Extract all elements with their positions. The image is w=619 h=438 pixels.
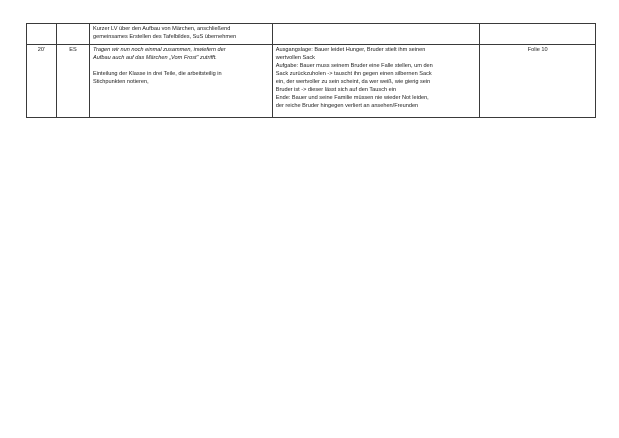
activity-cell	[89, 24, 272, 45]
table-row	[27, 24, 596, 45]
content-text-line: ein, der wertvoller zu sein scheint, da wer weiß, wie gierig sein	[275, 79, 431, 85]
activity-question-line: Aufbau auch auf das Märchen „Vom Frost“ zutrifft.	[92, 55, 217, 61]
content-text-line: Ausgangslage: Bauer leidet Hunger, Bruder stielt ihm seinen	[275, 47, 426, 53]
lesson-plan-table	[26, 23, 596, 118]
content-text-line: der reiche Bruder hingegen verliert an ansehen/Freunden	[275, 103, 419, 109]
activity-text-line: gemeinsames Erstellen des Tafelbildes, SuS übernehmen	[92, 34, 237, 40]
content-text-line: wertvollen Sack	[275, 55, 315, 61]
content-text-line: Aufgabe: Bauer muss seinem Bruder eine Falle stellen, um den	[275, 63, 433, 69]
content-cell	[272, 45, 480, 118]
time-cell	[27, 24, 57, 45]
content-text-line: Sack zurückzuholen -> tauscht ihn gegen einen silbernen Sack	[275, 71, 432, 77]
activity-cell	[89, 45, 272, 118]
phase-cell	[56, 24, 89, 45]
activity-text-line: Stichpunkten notieren,	[92, 79, 149, 85]
media-cell	[480, 24, 596, 45]
table-row	[27, 45, 596, 118]
media-cell: Folie 10	[480, 45, 596, 118]
phase-cell: ES	[56, 45, 89, 118]
activity-text-line: Einteilung der Klasse in drei Teile, die arbeitsteilig in	[92, 71, 222, 77]
activity-text-line: Kurzer LV über den Aufbau von Märchen, anschließend	[92, 26, 231, 32]
content-cell	[272, 24, 480, 45]
content-text-line: Bruder ist -> dieser lässt sich auf den Tausch ein	[275, 87, 397, 93]
content-text-line: Ende: Bauer und seine Familie müssen nie wieder Not leiden,	[275, 95, 429, 101]
time-cell: 20‘	[27, 45, 57, 118]
activity-question-line: Tragen wir nun noch einmal zusammen, inwiefern der	[92, 47, 226, 53]
